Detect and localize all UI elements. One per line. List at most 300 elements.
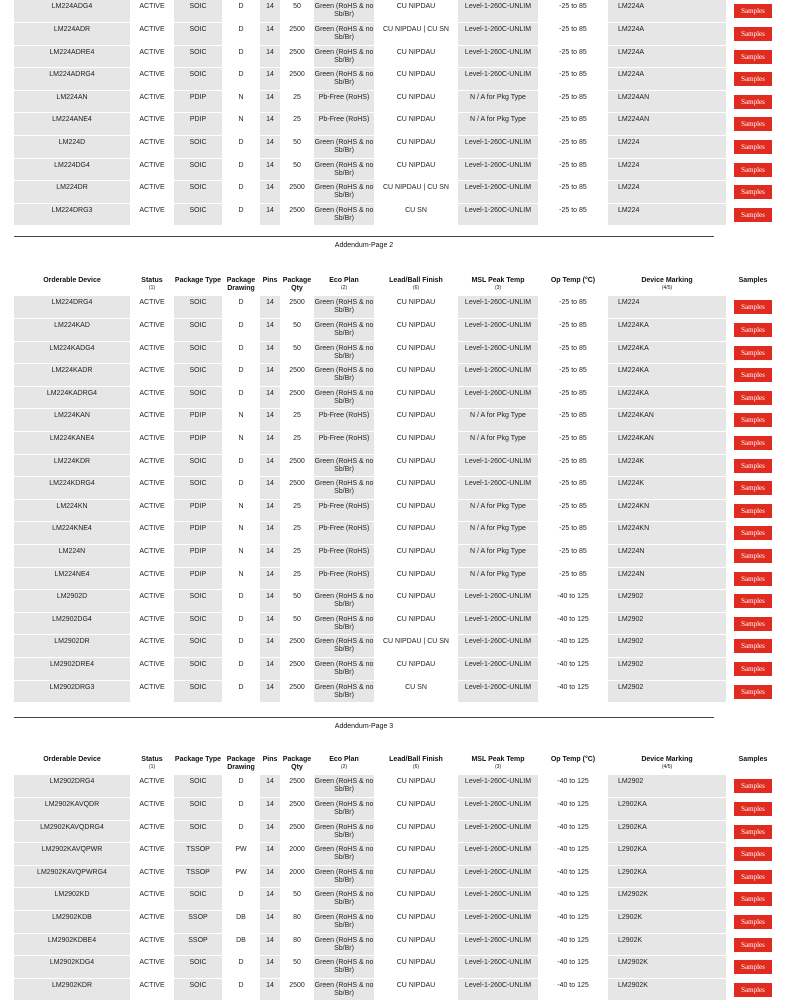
cell-package-qty: 25 — [280, 499, 314, 522]
cell-marking: LM224 — [608, 136, 726, 159]
cell-package-drawing: PW — [222, 843, 260, 866]
cell-op-temp: -25 to 85 — [538, 203, 608, 226]
cell-eco-plan: Green (RoHS & no Sb/Br) — [314, 158, 374, 181]
cell-package-type: TSSOP — [174, 843, 222, 866]
samples-button[interactable]: Samples — [734, 526, 772, 540]
cell-marking: L2902KA — [608, 865, 726, 888]
cell-samples — [726, 956, 780, 979]
cell-msl: Level-1-260C-UNLIM — [458, 680, 538, 703]
cell-marking: LM224KA — [608, 319, 726, 342]
cell-msl: Level-1-260C-UNLIM — [458, 45, 538, 68]
cell-device: LM224N — [14, 545, 130, 568]
cell-marking: LM2902 — [608, 775, 726, 798]
cell-pins: 14 — [260, 956, 280, 979]
cell-status: ACTIVE — [130, 499, 174, 522]
cell-eco-plan: Green (RoHS & no Sb/Br) — [314, 341, 374, 364]
samples-button[interactable]: Samples — [734, 95, 772, 109]
cell-lead-finish: CU NIPDAU — [374, 432, 458, 455]
cell-samples — [726, 843, 780, 866]
table-row — [14, 775, 780, 798]
cell-samples — [726, 680, 780, 703]
cell-package-drawing: D — [222, 454, 260, 477]
cell-msl: N / A for Pkg Type — [458, 90, 538, 113]
table-row — [14, 181, 780, 204]
cell-lead-finish: CU NIPDAU — [374, 477, 458, 500]
cell-package-drawing: N — [222, 113, 260, 136]
cell-package-qty: 2500 — [280, 23, 314, 46]
cell-device: LM224KDR — [14, 454, 130, 477]
table-header-row — [14, 274, 780, 296]
samples-button[interactable]: Samples — [734, 185, 772, 199]
cell-package-type: SOIC — [174, 364, 222, 387]
cell-device: LM2902DR — [14, 635, 130, 658]
cell-eco-plan: Green (RoHS & no Sb/Br) — [314, 181, 374, 204]
samples-button[interactable]: Samples — [734, 140, 772, 154]
cell-package-qty: 2500 — [280, 386, 314, 409]
table-row — [14, 158, 780, 181]
samples-button[interactable]: Samples — [734, 4, 772, 18]
cell-eco-plan: Pb-Free (RoHS) — [314, 522, 374, 545]
cell-status: ACTIVE — [130, 545, 174, 568]
cell-pins: 14 — [260, 911, 280, 934]
cell-samples — [726, 454, 780, 477]
cell-op-temp: -25 to 85 — [538, 181, 608, 204]
samples-button[interactable]: Samples — [734, 27, 772, 41]
cell-pins: 14 — [260, 865, 280, 888]
table-row — [14, 933, 780, 956]
cell-status: ACTIVE — [130, 658, 174, 681]
samples-button[interactable]: Samples — [734, 391, 772, 405]
cell-device: LM224DRG3 — [14, 203, 130, 226]
cell-msl: Level-1-260C-UNLIM — [458, 296, 538, 319]
cell-status: ACTIVE — [130, 590, 174, 613]
header-package-qty: Package Qty — [282, 756, 312, 771]
table-header-row — [14, 753, 780, 775]
parts-table-1 — [14, 0, 780, 226]
cell-marking: LM224AN — [608, 90, 726, 113]
table-row — [14, 567, 780, 590]
cell-lead-finish: CU NIPDAU — [374, 933, 458, 956]
cell-marking: LM224AN — [608, 113, 726, 136]
samples-button[interactable]: Samples — [734, 685, 772, 699]
header-op-temp: Op Temp (°C) — [550, 277, 596, 284]
samples-button[interactable]: Samples — [734, 208, 772, 222]
cell-device: LM224DR — [14, 181, 130, 204]
header-package-qty: Package Qty — [282, 277, 312, 292]
cell-lead-finish: CU NIPDAU — [374, 364, 458, 387]
cell-msl: N / A for Pkg Type — [458, 567, 538, 590]
header-samples: Samples — [738, 756, 768, 763]
section-1 — [14, 0, 780, 226]
cell-lead-finish: CU SN — [374, 680, 458, 703]
cell-op-temp: -25 to 85 — [538, 319, 608, 342]
cell-package-type: SOIC — [174, 181, 222, 204]
cell-status: ACTIVE — [130, 386, 174, 409]
cell-eco-plan: Pb-Free (RoHS) — [314, 90, 374, 113]
header-lead-finish: Lead/Ball Finish (6) — [389, 277, 443, 291]
cell-op-temp: -25 to 85 — [538, 477, 608, 500]
cell-package-type: PDIP — [174, 545, 222, 568]
header-status: Status (1) — [141, 277, 163, 291]
cell-eco-plan: Green (RoHS & no Sb/Br) — [314, 612, 374, 635]
samples-button[interactable]: Samples — [734, 346, 772, 360]
cell-samples — [726, 612, 780, 635]
cell-device: LM224KADR — [14, 364, 130, 387]
cell-package-drawing: D — [222, 820, 260, 843]
cell-lead-finish: CU NIPDAU — [374, 865, 458, 888]
cell-op-temp: -40 to 125 — [538, 658, 608, 681]
cell-pins: 14 — [260, 409, 280, 432]
cell-op-temp: -40 to 125 — [538, 865, 608, 888]
cell-marking: LM224N — [608, 567, 726, 590]
cell-package-type: SOIC — [174, 136, 222, 159]
cell-samples — [726, 911, 780, 934]
table-row — [14, 296, 780, 319]
cell-samples — [726, 477, 780, 500]
cell-package-drawing: D — [222, 956, 260, 979]
samples-button[interactable]: Samples — [734, 825, 772, 839]
samples-button[interactable]: Samples — [734, 594, 772, 608]
cell-package-qty: 2000 — [280, 843, 314, 866]
cell-package-type: SOIC — [174, 775, 222, 798]
header-package-type: Package Type — [174, 756, 222, 763]
cell-marking: LM224KN — [608, 522, 726, 545]
table-row — [14, 911, 780, 934]
table-row — [14, 203, 780, 226]
cell-pins: 14 — [260, 843, 280, 866]
cell-package-qty: 2500 — [280, 658, 314, 681]
cell-package-qty: 50 — [280, 590, 314, 613]
cell-samples — [726, 522, 780, 545]
cell-device: LM224KAN — [14, 409, 130, 432]
cell-pins: 14 — [260, 296, 280, 319]
cell-marking: L2902KA — [608, 820, 726, 843]
cell-lead-finish: CU NIPDAU — [374, 499, 458, 522]
cell-msl: Level-1-260C-UNLIM — [458, 843, 538, 866]
samples-button[interactable]: Samples — [734, 549, 772, 563]
cell-package-type: SOIC — [174, 658, 222, 681]
cell-package-drawing: D — [222, 680, 260, 703]
table-row — [14, 364, 780, 387]
cell-package-type: SOIC — [174, 23, 222, 46]
table-row — [14, 658, 780, 681]
cell-status: ACTIVE — [130, 113, 174, 136]
table-row — [14, 23, 780, 46]
cell-lead-finish: CU NIPDAU — [374, 843, 458, 866]
header-device: Orderable Device — [43, 277, 101, 284]
samples-button[interactable]: Samples — [734, 983, 772, 997]
cell-msl: Level-1-260C-UNLIM — [458, 978, 538, 1001]
cell-op-temp: -40 to 125 — [538, 911, 608, 934]
samples-button[interactable]: Samples — [734, 504, 772, 518]
cell-samples — [726, 386, 780, 409]
parts-table-3 — [14, 753, 780, 1001]
cell-samples — [726, 203, 780, 226]
cell-package-type: SOIC — [174, 296, 222, 319]
cell-op-temp: -25 to 85 — [538, 522, 608, 545]
samples-button[interactable]: Samples — [734, 662, 772, 676]
cell-pins: 14 — [260, 341, 280, 364]
cell-marking: LM224A — [608, 0, 726, 23]
table-row — [14, 843, 780, 866]
cell-package-type: PDIP — [174, 90, 222, 113]
cell-status: ACTIVE — [130, 933, 174, 956]
cell-device: LM2902KAVQPWRG4 — [14, 865, 130, 888]
cell-pins: 14 — [260, 0, 280, 23]
cell-package-qty: 50 — [280, 158, 314, 181]
cell-msl: N / A for Pkg Type — [458, 432, 538, 455]
cell-package-type: SOIC — [174, 978, 222, 1001]
cell-msl: Level-1-260C-UNLIM — [458, 888, 538, 911]
cell-msl: Level-1-260C-UNLIM — [458, 158, 538, 181]
cell-marking: LM224KAN — [608, 432, 726, 455]
cell-pins: 14 — [260, 567, 280, 590]
cell-marking: LM224A — [608, 23, 726, 46]
cell-pins: 14 — [260, 798, 280, 821]
cell-device: LM2902KAVQPWR — [14, 843, 130, 866]
samples-button[interactable]: Samples — [734, 870, 772, 884]
cell-device: LM224ADRE4 — [14, 45, 130, 68]
samples-button[interactable]: Samples — [734, 481, 772, 495]
cell-device: LM224ADG4 — [14, 0, 130, 23]
cell-samples — [726, 296, 780, 319]
cell-op-temp: -25 to 85 — [538, 386, 608, 409]
cell-op-temp: -25 to 85 — [538, 90, 608, 113]
cell-samples — [726, 136, 780, 159]
table-row — [14, 865, 780, 888]
cell-package-type: SOIC — [174, 820, 222, 843]
cell-lead-finish: CU NIPDAU — [374, 775, 458, 798]
cell-pins: 14 — [260, 45, 280, 68]
cell-marking: LM224K — [608, 477, 726, 500]
cell-lead-finish: CU NIPDAU — [374, 158, 458, 181]
cell-samples — [726, 820, 780, 843]
cell-op-temp: -25 to 85 — [538, 158, 608, 181]
cell-package-drawing: D — [222, 158, 260, 181]
cell-marking: LM2902 — [608, 658, 726, 681]
cell-marking: LM2902K — [608, 956, 726, 979]
cell-package-qty: 2500 — [280, 978, 314, 1001]
samples-button[interactable]: Samples — [734, 779, 772, 793]
samples-button[interactable]: Samples — [734, 617, 772, 631]
cell-package-qty: 25 — [280, 522, 314, 545]
cell-device: LM224DRG4 — [14, 296, 130, 319]
cell-pins: 14 — [260, 888, 280, 911]
samples-button[interactable]: Samples — [734, 892, 772, 906]
cell-package-qty: 50 — [280, 136, 314, 159]
table-row — [14, 612, 780, 635]
cell-package-qty: 2500 — [280, 203, 314, 226]
cell-eco-plan: Green (RoHS & no Sb/Br) — [314, 319, 374, 342]
table-row — [14, 499, 780, 522]
cell-pins: 14 — [260, 775, 280, 798]
cell-eco-plan: Green (RoHS & no Sb/Br) — [314, 364, 374, 387]
cell-marking: LM224KA — [608, 364, 726, 387]
samples-button[interactable]: Samples — [734, 938, 772, 952]
cell-pins: 14 — [260, 612, 280, 635]
table-row — [14, 319, 780, 342]
cell-device: LM224DG4 — [14, 158, 130, 181]
table-row — [14, 888, 780, 911]
cell-samples — [726, 545, 780, 568]
cell-lead-finish: CU NIPDAU — [374, 545, 458, 568]
cell-eco-plan: Green (RoHS & no Sb/Br) — [314, 843, 374, 866]
cell-package-type: SOIC — [174, 341, 222, 364]
table-row — [14, 68, 780, 91]
cell-eco-plan: Green (RoHS & no Sb/Br) — [314, 0, 374, 23]
cell-pins: 14 — [260, 181, 280, 204]
cell-package-type: PDIP — [174, 567, 222, 590]
cell-msl: Level-1-260C-UNLIM — [458, 612, 538, 635]
cell-marking: LM224 — [608, 296, 726, 319]
cell-package-qty: 25 — [280, 567, 314, 590]
table-row — [14, 635, 780, 658]
cell-package-type: PDIP — [174, 409, 222, 432]
cell-eco-plan: Green (RoHS & no Sb/Br) — [314, 820, 374, 843]
cell-marking: L2902K — [608, 933, 726, 956]
cell-package-type: SOIC — [174, 888, 222, 911]
cell-pins: 14 — [260, 158, 280, 181]
cell-pins: 14 — [260, 113, 280, 136]
cell-device: LM2902KD — [14, 888, 130, 911]
cell-device: LM224KADG4 — [14, 341, 130, 364]
cell-status: ACTIVE — [130, 888, 174, 911]
samples-button[interactable]: Samples — [734, 300, 772, 314]
cell-op-temp: -40 to 125 — [538, 680, 608, 703]
samples-button[interactable]: Samples — [734, 572, 772, 586]
cell-device: LM2902DRE4 — [14, 658, 130, 681]
table-row — [14, 590, 780, 613]
cell-package-drawing: DB — [222, 933, 260, 956]
cell-lead-finish: CU NIPDAU — [374, 820, 458, 843]
samples-button[interactable]: Samples — [734, 323, 772, 337]
cell-msl: Level-1-260C-UNLIM — [458, 820, 538, 843]
cell-eco-plan: Green (RoHS & no Sb/Br) — [314, 911, 374, 934]
table-row — [14, 113, 780, 136]
samples-button[interactable]: Samples — [734, 639, 772, 653]
cell-device: LM224KDRG4 — [14, 477, 130, 500]
cell-package-qty: 2500 — [280, 454, 314, 477]
cell-package-type: SOIC — [174, 45, 222, 68]
samples-button[interactable]: Samples — [734, 163, 772, 177]
samples-button[interactable]: Samples — [734, 72, 772, 86]
samples-button[interactable]: Samples — [734, 368, 772, 382]
separator-1 — [14, 236, 714, 237]
cell-eco-plan: Green (RoHS & no Sb/Br) — [314, 865, 374, 888]
cell-lead-finish: CU NIPDAU — [374, 0, 458, 23]
cell-lead-finish: CU NIPDAU | CU SN — [374, 181, 458, 204]
cell-lead-finish: CU SN — [374, 203, 458, 226]
header-eco-plan: Eco Plan (2) — [329, 756, 359, 770]
samples-button[interactable]: Samples — [734, 50, 772, 64]
cell-msl: Level-1-260C-UNLIM — [458, 956, 538, 979]
cell-samples — [726, 23, 780, 46]
cell-samples — [726, 68, 780, 91]
header-pins: Pins — [262, 756, 278, 763]
table-row — [14, 136, 780, 159]
cell-marking: LM224KAN — [608, 409, 726, 432]
cell-device: LM2902DRG4 — [14, 775, 130, 798]
samples-button[interactable]: Samples — [734, 960, 772, 974]
cell-marking: LM224 — [608, 181, 726, 204]
cell-package-type: SOIC — [174, 612, 222, 635]
samples-button[interactable]: Samples — [734, 802, 772, 816]
table-row — [14, 454, 780, 477]
samples-button[interactable]: Samples — [734, 413, 772, 427]
samples-button[interactable]: Samples — [734, 459, 772, 473]
cell-package-qty: 50 — [280, 341, 314, 364]
cell-package-qty: 50 — [280, 0, 314, 23]
samples-button[interactable]: Samples — [734, 117, 772, 131]
cell-msl: Level-1-260C-UNLIM — [458, 319, 538, 342]
cell-device: LM224AN — [14, 90, 130, 113]
cell-samples — [726, 635, 780, 658]
cell-msl: Level-1-260C-UNLIM — [458, 658, 538, 681]
cell-device: LM224KAD — [14, 319, 130, 342]
cell-package-type: PDIP — [174, 432, 222, 455]
cell-package-qty: 25 — [280, 90, 314, 113]
cell-pins: 14 — [260, 432, 280, 455]
cell-package-qty: 2500 — [280, 45, 314, 68]
cell-device: LM2902DRG3 — [14, 680, 130, 703]
cell-package-type: PDIP — [174, 522, 222, 545]
cell-op-temp: -40 to 125 — [538, 775, 608, 798]
table-row — [14, 680, 780, 703]
cell-lead-finish: CU NIPDAU — [374, 612, 458, 635]
cell-pins: 14 — [260, 658, 280, 681]
cell-package-drawing: D — [222, 888, 260, 911]
cell-device: LM2902KAVQDR — [14, 798, 130, 821]
cell-pins: 14 — [260, 454, 280, 477]
cell-op-temp: -25 to 85 — [538, 341, 608, 364]
cell-pins: 14 — [260, 499, 280, 522]
cell-status: ACTIVE — [130, 0, 174, 23]
cell-lead-finish: CU NIPDAU — [374, 319, 458, 342]
cell-msl: Level-1-260C-UNLIM — [458, 477, 538, 500]
cell-device: LM2902KDB — [14, 911, 130, 934]
cell-package-drawing: N — [222, 432, 260, 455]
cell-package-drawing: N — [222, 567, 260, 590]
cell-lead-finish: CU NIPDAU — [374, 590, 458, 613]
cell-op-temp: -40 to 125 — [538, 888, 608, 911]
cell-package-drawing: D — [222, 203, 260, 226]
cell-package-drawing: D — [222, 136, 260, 159]
samples-button[interactable]: Samples — [734, 915, 772, 929]
cell-samples — [726, 113, 780, 136]
cell-op-temp: -25 to 85 — [538, 296, 608, 319]
samples-button[interactable]: Samples — [734, 847, 772, 861]
cell-eco-plan: Green (RoHS & no Sb/Br) — [314, 386, 374, 409]
cell-eco-plan: Green (RoHS & no Sb/Br) — [314, 23, 374, 46]
table-row — [14, 90, 780, 113]
cell-marking: LM2902 — [608, 635, 726, 658]
cell-device: LM224D — [14, 136, 130, 159]
cell-device: LM224ADRG4 — [14, 68, 130, 91]
cell-msl: Level-1-260C-UNLIM — [458, 590, 538, 613]
cell-eco-plan: Green (RoHS & no Sb/Br) — [314, 68, 374, 91]
cell-package-qty: 50 — [280, 612, 314, 635]
cell-lead-finish: CU NIPDAU — [374, 658, 458, 681]
cell-msl: Level-1-260C-UNLIM — [458, 865, 538, 888]
cell-pins: 14 — [260, 477, 280, 500]
samples-button[interactable]: Samples — [734, 436, 772, 450]
cell-msl: N / A for Pkg Type — [458, 113, 538, 136]
cell-pins: 14 — [260, 978, 280, 1001]
cell-package-qty: 2500 — [280, 68, 314, 91]
cell-lead-finish: CU NIPDAU — [374, 522, 458, 545]
cell-device: LM224ANE4 — [14, 113, 130, 136]
cell-msl: N / A for Pkg Type — [458, 522, 538, 545]
